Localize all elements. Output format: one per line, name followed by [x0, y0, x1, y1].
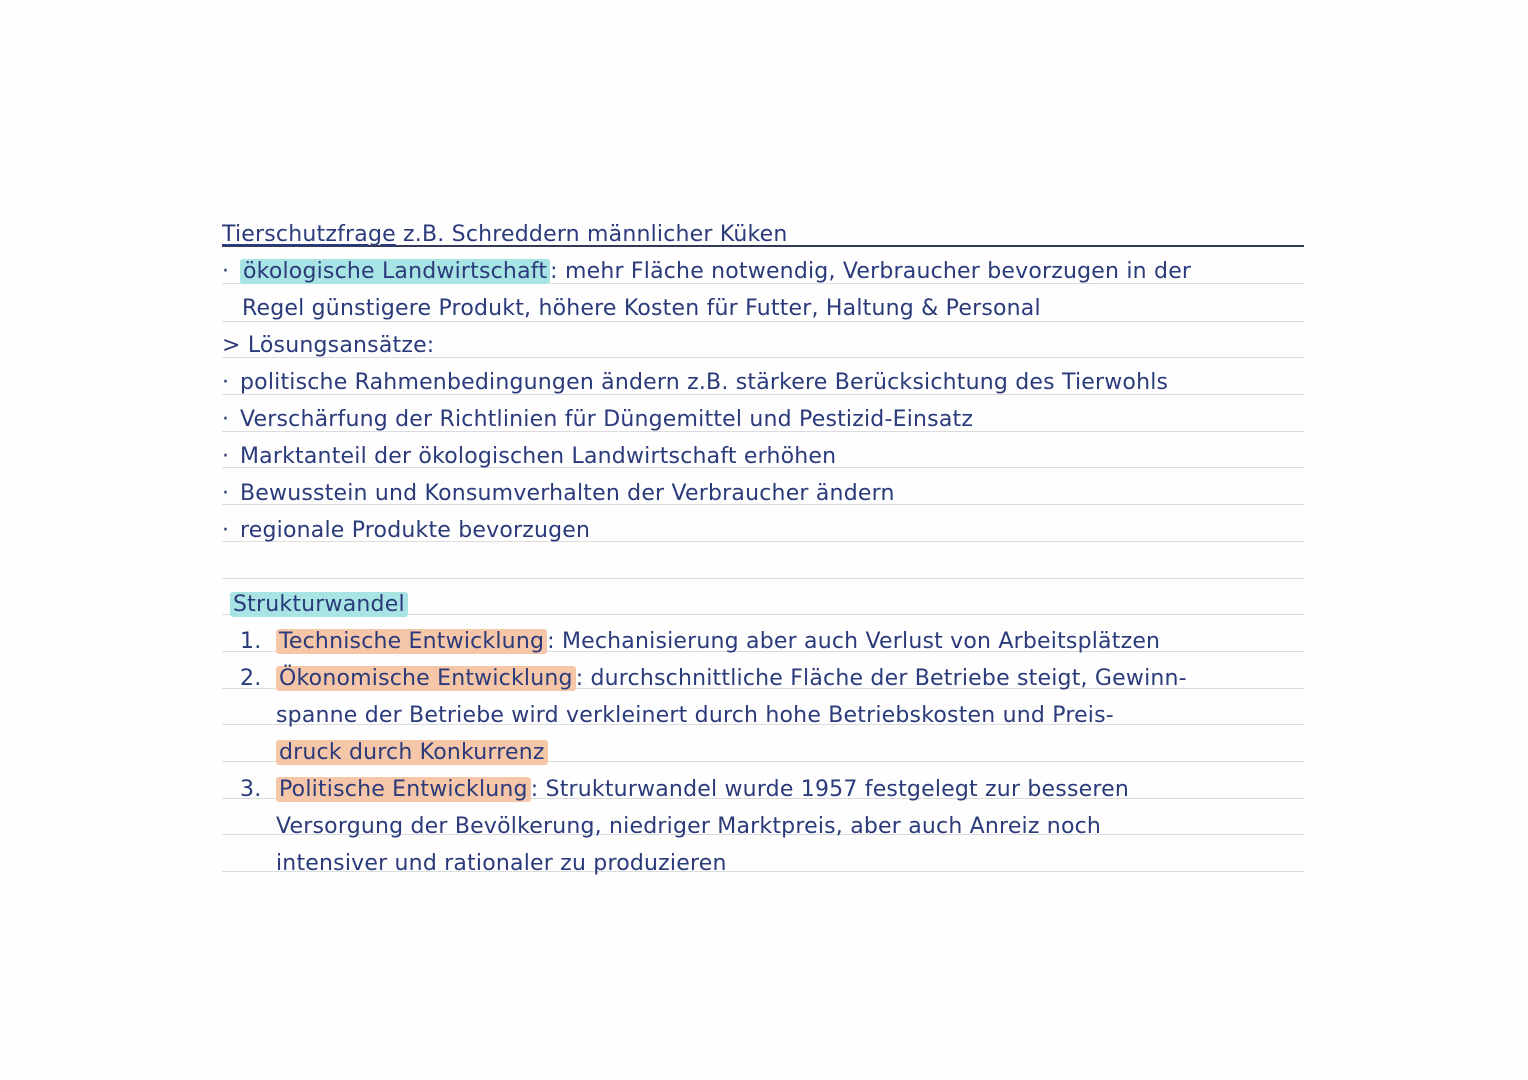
- item2-line3-text: druck durch Konkurrenz: [276, 740, 548, 765]
- eco-farming-highlight: ökologische Landwirtschaft: [240, 259, 550, 284]
- rule-line: [222, 578, 1304, 579]
- solution-text: Verschärfung der Richtlinien für Düngemittel und Pestizid-Einsatz: [240, 407, 974, 432]
- numbered-item-1: [240, 629, 1160, 655]
- bullet-dot: ·: [222, 407, 230, 432]
- bullet-dot: ·: [222, 444, 230, 469]
- item-number: 1.: [240, 629, 262, 654]
- solution-item: [222, 407, 973, 433]
- item-number: 2.: [240, 666, 262, 691]
- item2-label: Ökonomische Entwicklung: [276, 666, 576, 691]
- item2-line2: spanne der Betriebe wird verkleinert durch hohe Betriebskosten und Preis-: [276, 703, 1114, 728]
- item1-label: Technische Entwicklung: [276, 629, 547, 654]
- solution-item: [222, 518, 590, 544]
- eco-farming-text: : mehr Fläche notwendig, Verbraucher bevorzugen in der: [550, 259, 1192, 284]
- solution-text: Bewusstein und Konsumverhalten der Verbraucher ändern: [240, 481, 895, 506]
- solution-text: regionale Produkte bevorzugen: [240, 518, 591, 543]
- section1-title-prefix: Tierschutzfrage: [222, 222, 396, 247]
- bullet-dot: ·: [222, 259, 230, 284]
- solution-item: [222, 370, 1168, 396]
- item2-text: : durchschnittliche Fläche der Betriebe steigt, Gewinn-: [575, 666, 1187, 691]
- numbered-item-2: [240, 666, 1187, 692]
- section1-title: [222, 222, 788, 248]
- bullet-dot: ·: [222, 518, 230, 543]
- item3-label: Politische Entwicklung: [276, 777, 531, 802]
- bullet-dot: ·: [222, 370, 230, 395]
- item-number: 3.: [240, 777, 262, 802]
- item3-line2: Versorgung der Bevölkerung, niedriger Marktpreis, aber auch Anreiz noch: [276, 814, 1102, 839]
- bullet-dot: ·: [222, 481, 230, 506]
- item3-text: : Strukturwandel wurde 1957 festgelegt zur besseren: [530, 777, 1129, 802]
- solution-item: [222, 481, 895, 507]
- section2-title: [230, 592, 408, 618]
- solution-text: politische Rahmenbedingungen ändern z.B. stärkere Berücksichtung des Tierwohls: [240, 370, 1169, 395]
- numbered-item-3: [240, 777, 1129, 803]
- item3-line3: intensiver und rationaler zu produzieren: [276, 851, 727, 876]
- item1-text: : Mechanisierung aber auch Verlust von Arbeitsplätzen: [547, 629, 1161, 654]
- solution-item: [222, 444, 836, 470]
- eco-farming-line2: Regel günstigere Produkt, höhere Kosten für Futter, Haltung & Personal: [242, 296, 1041, 321]
- solutions-heading: > Lösungsansätze:: [222, 333, 435, 358]
- section2-title-text: Strukturwandel: [230, 592, 408, 617]
- eco-farming-item: [222, 259, 1191, 285]
- solution-text: Marktanteil der ökologischen Landwirtschaft erhöhen: [240, 444, 837, 469]
- item2-line3: [276, 740, 548, 766]
- section1-title-suffix: z.B. Schreddern männlicher Küken: [395, 222, 788, 247]
